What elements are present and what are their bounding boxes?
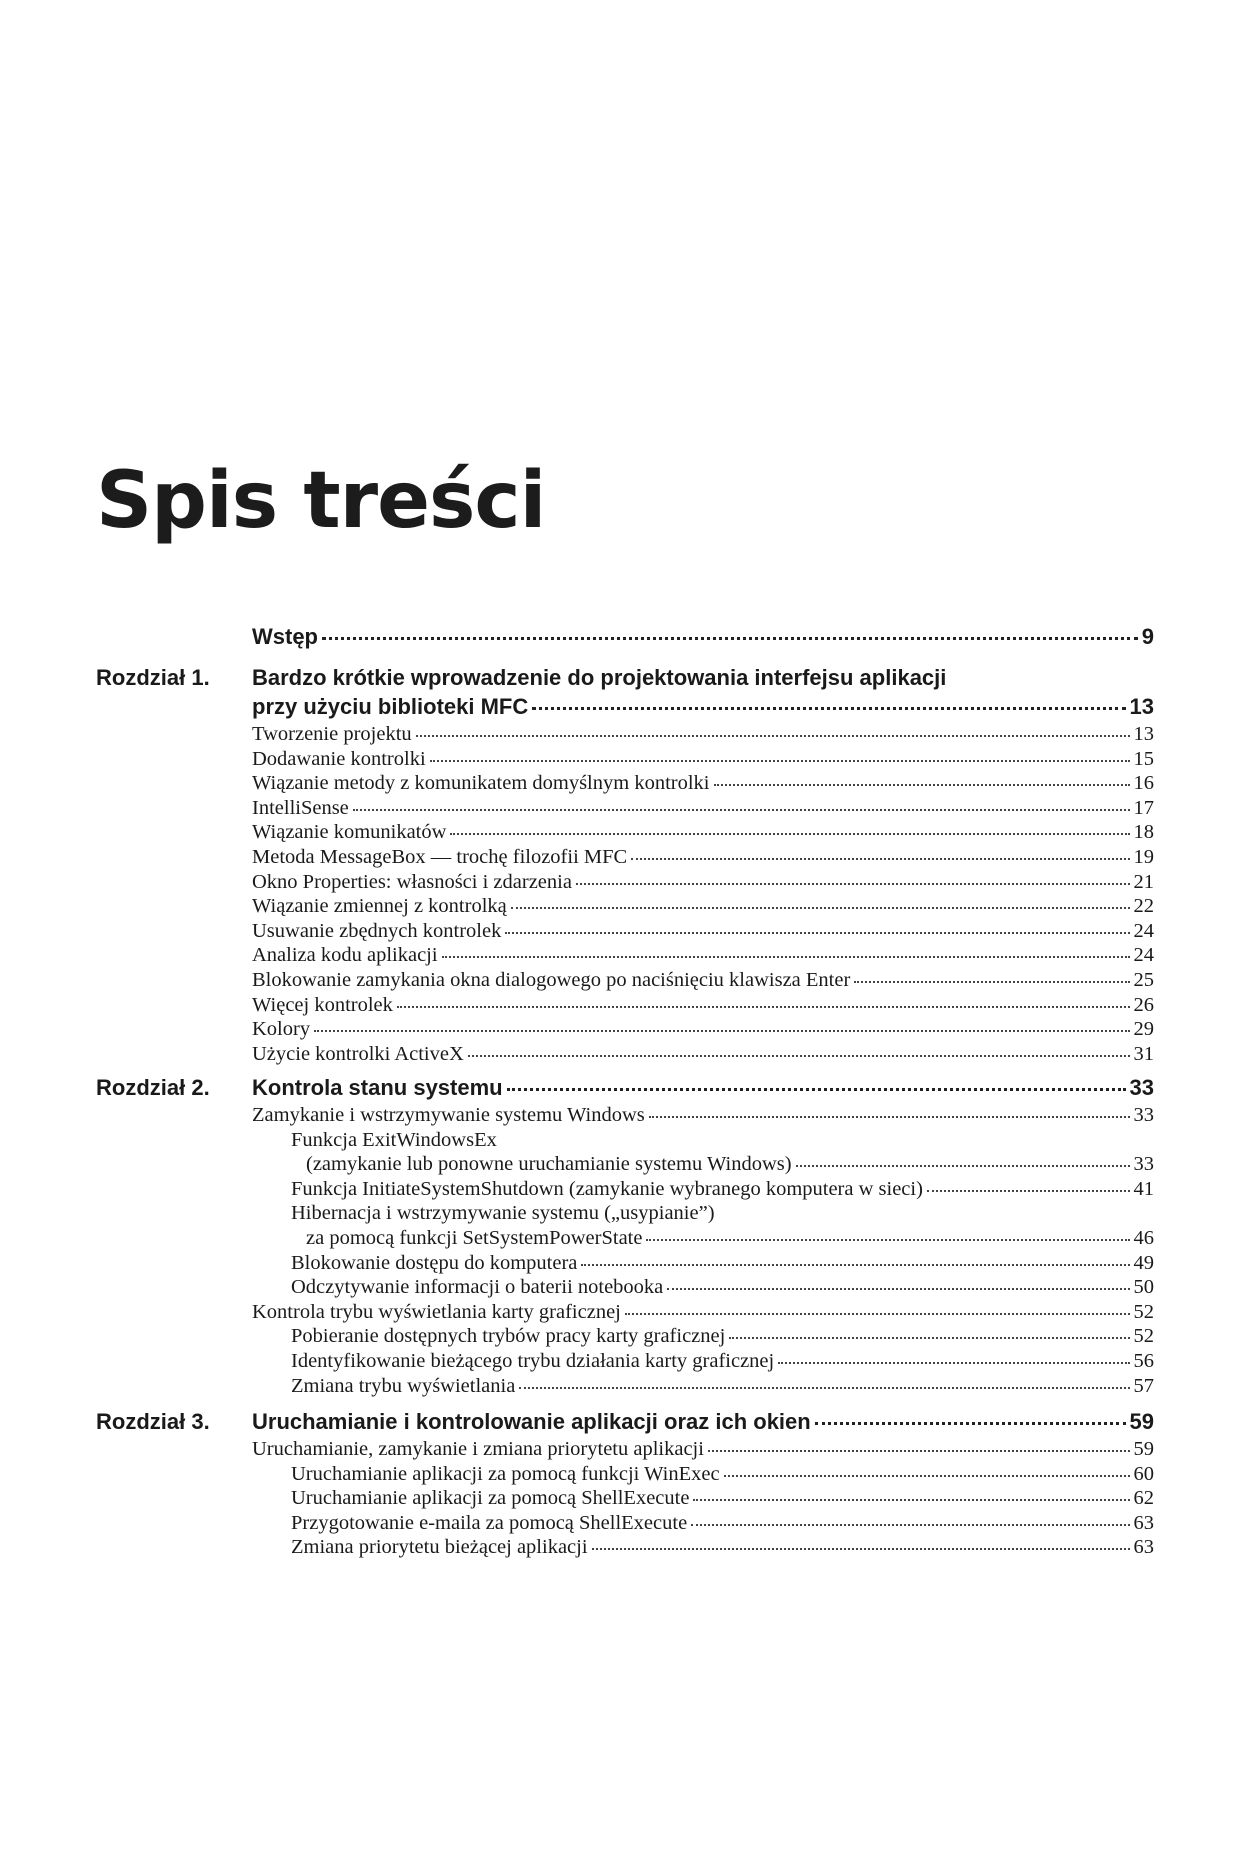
dot-leader [519, 1386, 1129, 1389]
dot-leader [815, 1421, 1126, 1425]
toc-entry-text: Blokowanie dostępu do komputera [291, 1251, 578, 1274]
toc-page-number: 33 [1133, 1104, 1154, 1126]
dot-leader [646, 1238, 1129, 1241]
chapter-title-entry[interactable] [252, 692, 1154, 721]
toc-entry-text: Zmiana priorytetu bieżącej aplikacji [291, 1536, 588, 1559]
toc-page-number: 63 [1133, 1536, 1154, 1559]
chapter-title-entry[interactable] [252, 1073, 1154, 1102]
dot-leader [691, 1523, 1129, 1526]
dot-leader [353, 808, 1130, 811]
toc-entry-text: Kontrola stanu systemu [252, 1075, 503, 1100]
chapter-label: Rozdział 2. [96, 1075, 210, 1100]
chapter-title-line: Bardzo krótkie wprowadzenie do projektowania interfejsu aplikacji [252, 665, 947, 690]
toc-entry-intro[interactable] [252, 622, 1154, 651]
toc-page-number: 31 [1133, 1042, 1154, 1065]
toc-entry-text: Wiązanie komunikatów [252, 821, 447, 844]
toc-entry-text: Blokowanie zamykania okna dialogowego po naciśnięciu klawisza Enter [252, 969, 851, 991]
toc-entry-text: Uruchamianie, zamykanie i zmiana priorytetu aplikacji [252, 1438, 704, 1460]
dot-leader [667, 1287, 1129, 1290]
toc-page-number: 52 [1133, 1325, 1154, 1348]
toc-page-number: 9 [1141, 624, 1154, 649]
toc-page-number: 16 [1133, 772, 1154, 795]
dot-leader [631, 857, 1129, 860]
toc-entry[interactable] [252, 1040, 1154, 1069]
toc-entry-text: za pomocą funkcji SetSystemPowerState [306, 1227, 643, 1249]
toc-page-number: 59 [1133, 1438, 1154, 1460]
toc-entry-text: Hibernacja i wstrzymywanie systemu („usypianie”) [291, 1202, 715, 1225]
toc-page-number: 50 [1133, 1276, 1154, 1299]
toc-entry-text: Uruchamianie aplikacji za pomocą funkcji WinExec [291, 1462, 720, 1485]
toc-entry[interactable] [291, 1372, 1154, 1401]
toc-entry-text: Pobieranie dostępnych trybów pracy karty graficznej [291, 1325, 726, 1348]
toc-page-number: 56 [1133, 1350, 1154, 1372]
dot-leader [729, 1336, 1129, 1339]
toc-entry-text: Uruchamianie i kontrolowanie aplikacji oraz ich okien [252, 1409, 811, 1434]
toc-page-number: 24 [1133, 944, 1154, 967]
toc-entry-text: Usuwanie zbędnych kontrolek [252, 919, 502, 942]
toc-page-number: 24 [1133, 919, 1154, 942]
chapter-label: Rozdział 3. [96, 1409, 210, 1434]
toc-page-number: 21 [1133, 870, 1154, 893]
chapter-label: Rozdział 1. [96, 665, 210, 690]
toc-page-number: 19 [1133, 846, 1154, 868]
dot-leader [532, 706, 1125, 710]
toc-page-number: 60 [1133, 1462, 1154, 1485]
toc-entry-text: Metoda MessageBox — trochę filozofii MFC [252, 846, 628, 868]
dot-leader [796, 1164, 1130, 1167]
toc-page-number: 62 [1133, 1487, 1154, 1510]
toc-entry-text: Dodawanie kontrolki [252, 747, 426, 770]
toc-entry-text: Wiązanie zmiennej z kontrolką [252, 895, 507, 918]
dot-leader [576, 882, 1130, 885]
dot-leader [505, 931, 1129, 934]
dot-leader [714, 783, 1130, 786]
toc-entry-text: Okno Properties: własności i zdarzenia [252, 870, 572, 893]
dot-leader [724, 1474, 1130, 1477]
toc-page-number: 15 [1133, 747, 1154, 770]
dot-leader [507, 1087, 1126, 1091]
toc-entry-text: Funkcja ExitWindowsEx [291, 1128, 497, 1151]
dot-leader [450, 832, 1129, 835]
toc-page-number: 59 [1129, 1409, 1154, 1434]
dot-leader [854, 980, 1129, 983]
toc-entry-text: Zmiana trybu wyświetlania [291, 1374, 516, 1397]
dot-leader [927, 1189, 1130, 1192]
toc-page-number: 33 [1133, 1153, 1154, 1176]
toc-entry-text: przy użyciu biblioteki MFC [252, 694, 529, 719]
dot-leader [397, 1005, 1130, 1008]
toc-page-number: 13 [1129, 694, 1154, 719]
dot-leader [511, 906, 1130, 909]
toc-entry-text: Identyfikowanie bieżącego trybu działania karty graficznej [291, 1350, 775, 1372]
toc-page-number: 29 [1133, 1018, 1154, 1041]
toc-entry-text: Tworzenie projektu [252, 723, 412, 745]
toc-page-number: 22 [1133, 895, 1154, 918]
chapter-title-entry[interactable] [252, 1407, 1154, 1436]
toc-entry-text: Więcej kontrolek [252, 993, 393, 1016]
toc-entry-text: Wiązanie metody z komunikatem domyślnym kontrolki [252, 772, 710, 795]
toc-page-number: 17 [1133, 796, 1154, 819]
toc-entry-text: Kolory [252, 1018, 311, 1041]
dot-leader [430, 759, 1130, 762]
toc-entry-text: IntelliSense [252, 796, 349, 819]
dot-leader [314, 1029, 1129, 1032]
toc-entry-text: Funkcja InitiateSystemShutdown (zamykanie wybranego komputera w sieci) [291, 1177, 923, 1200]
dot-leader [649, 1115, 1130, 1118]
toc-entry-text: Przygotowanie e-maila za pomocą ShellExecute [291, 1511, 688, 1534]
dot-leader [708, 1449, 1130, 1452]
toc-entry-text: Wstęp [252, 624, 318, 649]
dot-leader [416, 734, 1130, 737]
toc-page-number: 13 [1133, 723, 1154, 745]
toc-entry-text: Zamykanie i wstrzymywanie systemu Windows [252, 1104, 645, 1126]
dot-leader [442, 955, 1130, 958]
dot-leader [322, 636, 1138, 640]
toc-entry-text: Użycie kontrolki ActiveX [252, 1042, 464, 1065]
toc-page-number: 49 [1133, 1251, 1154, 1274]
toc-page-number: 33 [1129, 1075, 1154, 1100]
toc-page-number: 26 [1133, 993, 1154, 1016]
dot-leader [592, 1547, 1130, 1550]
dot-leader [693, 1498, 1129, 1501]
toc-page-number: 63 [1133, 1511, 1154, 1534]
toc-page-number: 46 [1133, 1227, 1154, 1249]
toc-entry-text: Analiza kodu aplikacji [252, 944, 438, 967]
toc-entry-text: Kontrola trybu wyświetlania karty graficznej [252, 1300, 621, 1323]
toc-page-number: 18 [1133, 821, 1154, 844]
toc-entry[interactable] [291, 1533, 1154, 1562]
dot-leader [468, 1054, 1130, 1057]
toc-entry-text: Odczytywanie informacji o baterii notebooka [291, 1276, 664, 1299]
toc-page-number: 25 [1133, 969, 1154, 991]
toc-page-number: 52 [1133, 1300, 1154, 1323]
toc-page-number: 41 [1133, 1177, 1154, 1200]
toc-page-number: 57 [1133, 1374, 1154, 1397]
dot-leader [625, 1312, 1130, 1315]
page-title: Spis treści [96, 456, 546, 546]
dot-leader [581, 1263, 1129, 1266]
dot-leader [778, 1361, 1129, 1364]
toc-entry-text: Uruchamianie aplikacji za pomocą ShellExecute [291, 1487, 690, 1510]
toc-entry-text: (zamykanie lub ponowne uruchamianie systemu Windows) [306, 1153, 792, 1176]
